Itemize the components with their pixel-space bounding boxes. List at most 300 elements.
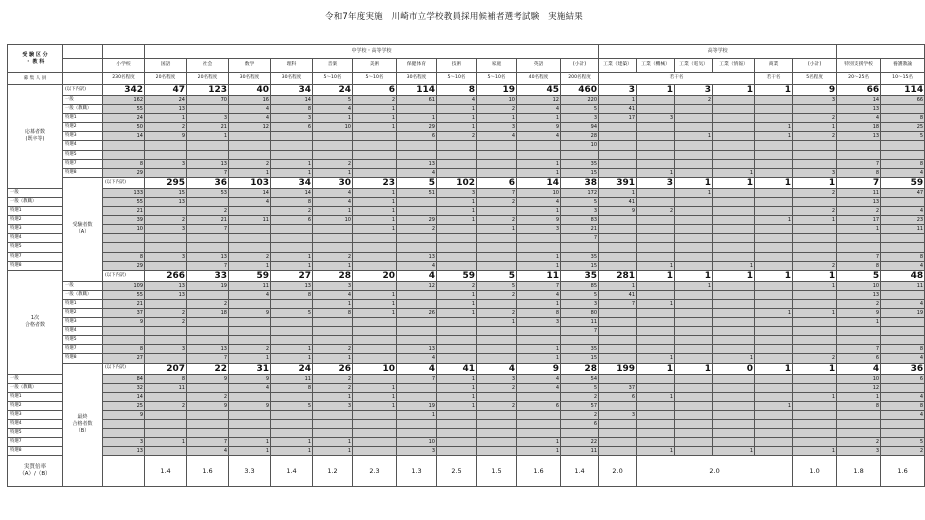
table-cell: 342	[103, 85, 145, 96]
table-cell	[437, 318, 477, 327]
table-cell: 28	[313, 270, 353, 281]
row-label: 一般（教職）	[63, 105, 103, 114]
table-cell	[229, 420, 271, 429]
table-cell	[145, 392, 187, 401]
table-cell	[517, 410, 561, 419]
table-cell: 8	[517, 308, 561, 317]
table-cell: 80	[561, 308, 599, 317]
table-cell	[599, 243, 637, 252]
table-cell: 1	[517, 299, 561, 308]
table-cell: 4	[881, 410, 925, 419]
table-cell	[145, 141, 187, 150]
section-label: 最終 合格者数 （B）	[63, 363, 103, 487]
row-label: (以下内訳)	[103, 363, 145, 374]
table-cell: 1	[437, 114, 477, 123]
table-cell: 1	[793, 281, 837, 290]
table-cell: 2	[837, 207, 881, 216]
table-cell	[477, 392, 517, 401]
table-cell	[675, 243, 713, 252]
column-header: 工業（建築）	[599, 59, 637, 73]
table-cell	[271, 225, 313, 234]
table-cell	[637, 308, 675, 317]
table-cell: 2	[477, 401, 517, 410]
table-cell	[637, 327, 675, 336]
column-header: 商業	[755, 59, 793, 73]
table-cell: 29	[397, 216, 437, 225]
ratio-value: 2.0	[637, 456, 793, 487]
table-cell	[397, 336, 437, 345]
table-cell: 47	[881, 188, 925, 197]
table-cell: 10	[837, 281, 881, 290]
row-label: 特選2	[63, 308, 103, 317]
table-cell	[397, 392, 437, 401]
table-cell: 11	[561, 447, 599, 456]
table-cell	[313, 150, 353, 159]
table-cell: 10	[477, 96, 517, 105]
table-cell	[561, 429, 599, 438]
table-cell	[477, 345, 517, 354]
table-cell: 1	[755, 132, 793, 141]
table-cell: 1	[353, 188, 397, 197]
plan-cell: 若干名	[755, 73, 793, 85]
table-cell: 7	[837, 345, 881, 354]
row-label: 特選7	[63, 159, 103, 168]
table-cell	[881, 243, 925, 252]
table-cell	[793, 336, 837, 345]
plan-cell: 5～10名	[437, 73, 477, 85]
table-cell	[675, 327, 713, 336]
table-cell	[637, 132, 675, 141]
table-cell	[599, 261, 637, 270]
table-cell	[145, 327, 187, 336]
plan-cell: 10～15名	[881, 73, 925, 85]
table-cell: 2	[313, 383, 353, 392]
table-cell: 9	[837, 308, 881, 317]
table-cell: 1	[793, 363, 837, 374]
table-cell	[675, 383, 713, 392]
table-cell	[599, 159, 637, 168]
table-cell	[477, 150, 517, 159]
table-cell: 1	[353, 207, 397, 216]
table-cell	[517, 420, 561, 429]
table-cell	[793, 327, 837, 336]
table-cell: 2	[229, 252, 271, 261]
row-label: 特選7	[8, 252, 63, 261]
table-cell	[313, 327, 353, 336]
table-cell	[713, 308, 755, 317]
row-label: 特選3	[63, 132, 103, 141]
table-cell: 2	[477, 197, 517, 206]
table-cell	[599, 374, 637, 383]
table-cell: 9	[517, 363, 561, 374]
table-cell	[145, 410, 187, 419]
table-cell	[599, 252, 637, 261]
row-label: 特選3	[8, 410, 63, 419]
table-cell: 4	[517, 132, 561, 141]
row-label: 一般（教職）	[8, 197, 63, 206]
table-cell: 33	[187, 270, 229, 281]
table-cell: 2	[477, 290, 517, 299]
table-cell	[561, 150, 599, 159]
ratio-value: 3.3	[229, 456, 271, 487]
table-cell: 7	[187, 438, 229, 447]
table-cell: 51	[397, 188, 437, 197]
table-cell: 8	[881, 401, 925, 410]
plan-cell: 5名程度	[793, 73, 837, 85]
row-label: 特選2	[63, 123, 103, 132]
table-cell	[713, 105, 755, 114]
plan-cell: 40名程度	[517, 73, 561, 85]
table-cell	[313, 132, 353, 141]
table-cell: 1	[271, 252, 313, 261]
table-cell	[353, 410, 397, 419]
table-cell	[437, 336, 477, 345]
table-cell: 199	[599, 363, 637, 374]
table-cell: 1	[313, 114, 353, 123]
table-cell	[437, 252, 477, 261]
table-cell	[353, 281, 397, 290]
table-cell: 20	[353, 270, 397, 281]
table-cell: 1	[477, 225, 517, 234]
table-cell	[397, 429, 437, 438]
table-cell	[229, 318, 271, 327]
table-cell: 1	[353, 392, 397, 401]
table-cell: 4	[187, 447, 229, 456]
table-cell: 5	[837, 270, 881, 281]
table-cell	[353, 159, 397, 168]
table-cell	[755, 243, 793, 252]
table-cell: 29	[103, 261, 145, 270]
table-cell	[477, 354, 517, 363]
table-cell: 13	[271, 281, 313, 290]
table-cell: 24	[313, 85, 353, 96]
table-cell	[837, 420, 881, 429]
table-cell: 1	[437, 383, 477, 392]
table-cell: 8	[271, 290, 313, 299]
table-cell: 266	[145, 270, 187, 281]
table-cell	[713, 410, 755, 419]
table-cell	[637, 318, 675, 327]
table-cell: 8	[837, 168, 881, 177]
row-label: 特選5	[63, 150, 103, 159]
table-cell	[793, 410, 837, 419]
plan-cell: 30名程度	[229, 73, 271, 85]
table-cell	[793, 105, 837, 114]
table-cell	[755, 392, 793, 401]
table-cell	[517, 429, 561, 438]
table-cell: 35	[561, 159, 599, 168]
table-cell: 8	[271, 197, 313, 206]
table-cell	[837, 429, 881, 438]
table-cell: 3	[837, 447, 881, 456]
table-cell: 220	[561, 96, 599, 105]
row-label: 特選4	[8, 420, 63, 429]
table-cell: 2	[229, 345, 271, 354]
table-cell: 1	[229, 354, 271, 363]
table-cell	[837, 141, 881, 150]
table-cell	[103, 420, 145, 429]
row-label: 特選4	[63, 141, 103, 150]
table-cell: 11	[145, 383, 187, 392]
table-cell	[713, 299, 755, 308]
ratio-value: 1.4	[561, 456, 599, 487]
section-label: 応募者数 (既卒等)	[8, 85, 63, 189]
table-cell: 1	[755, 177, 793, 188]
table-cell	[313, 243, 353, 252]
table-cell: 0	[713, 363, 755, 374]
table-cell: 7	[517, 281, 561, 290]
table-cell: 3	[637, 114, 675, 123]
table-cell: 11	[881, 281, 925, 290]
table-cell	[145, 447, 187, 456]
table-cell: 1	[837, 318, 881, 327]
plan-cell: 230名程度	[103, 73, 145, 85]
table-cell: 13	[187, 345, 229, 354]
table-cell: 1	[713, 177, 755, 188]
table-cell	[353, 168, 397, 177]
table-cell: 2	[187, 299, 229, 308]
plan-cell: 5～10名	[313, 73, 353, 85]
table-cell: 1	[599, 281, 637, 290]
table-cell: 1	[637, 363, 675, 374]
table-cell: 11	[517, 270, 561, 281]
table-cell	[793, 383, 837, 392]
table-cell: 1	[271, 438, 313, 447]
table-cell: 1	[229, 438, 271, 447]
table-cell: 1	[713, 270, 755, 281]
table-cell	[881, 318, 925, 327]
table-cell	[755, 438, 793, 447]
table-cell	[793, 374, 837, 383]
table-cell: 48	[881, 270, 925, 281]
table-cell: 8	[313, 308, 353, 317]
table-cell	[477, 159, 517, 168]
table-cell: 3	[675, 85, 713, 96]
table-cell	[353, 336, 397, 345]
table-cell: 4	[229, 105, 271, 114]
table-cell	[397, 290, 437, 299]
table-cell	[397, 141, 437, 150]
column-header: 国語	[145, 59, 187, 73]
table-cell	[437, 141, 477, 150]
table-cell: 3	[599, 85, 637, 96]
row-label: 一般	[8, 374, 63, 383]
table-cell	[477, 261, 517, 270]
table-cell: 2	[187, 207, 229, 216]
table-cell: 103	[229, 177, 271, 188]
table-cell: 3	[599, 410, 637, 419]
table-cell: 45	[517, 85, 561, 96]
table-cell: 18	[837, 123, 881, 132]
table-cell: 38	[561, 177, 599, 188]
table-cell: 24	[103, 114, 145, 123]
table-cell: 6	[561, 420, 599, 429]
table-cell: 9	[103, 410, 145, 419]
table-cell	[477, 429, 517, 438]
table-cell: 35	[561, 252, 599, 261]
table-cell	[793, 345, 837, 354]
table-cell: 10	[561, 141, 599, 150]
table-cell	[793, 252, 837, 261]
table-cell: 4	[229, 290, 271, 299]
row-label: (以下内訳)	[103, 177, 145, 188]
table-cell	[517, 141, 561, 150]
table-cell: 1	[793, 308, 837, 317]
table-cell	[713, 123, 755, 132]
table-cell	[353, 447, 397, 456]
table-cell	[353, 354, 397, 363]
table-cell	[397, 207, 437, 216]
table-cell	[675, 150, 713, 159]
table-cell	[713, 345, 755, 354]
table-cell	[793, 197, 837, 206]
table-cell: 3	[793, 96, 837, 105]
table-cell	[637, 123, 675, 132]
table-cell	[675, 197, 713, 206]
table-cell: 13	[145, 290, 187, 299]
table-cell: 7	[837, 177, 881, 188]
table-cell	[637, 96, 675, 105]
table-cell: 3	[145, 252, 187, 261]
section-label: 1次 合格者数	[8, 270, 63, 374]
table-cell: 21	[103, 207, 145, 216]
table-cell	[637, 234, 675, 243]
table-cell	[437, 327, 477, 336]
table-cell	[713, 290, 755, 299]
table-cell: 7	[187, 354, 229, 363]
table-cell	[145, 261, 187, 270]
table-cell: 1	[313, 168, 353, 177]
table-cell: 1	[517, 354, 561, 363]
table-cell: 66	[837, 85, 881, 96]
table-cell	[187, 383, 229, 392]
table-cell	[675, 299, 713, 308]
table-cell: 1	[313, 354, 353, 363]
table-cell: 8	[103, 252, 145, 261]
table-cell	[271, 327, 313, 336]
table-cell: 9	[187, 401, 229, 410]
column-header: 技術	[437, 59, 477, 73]
page-title: 令和7年度実施 川崎市立学校教員採用候補者選考試験 実施結果	[325, 12, 583, 22]
table-cell	[187, 105, 229, 114]
row-label: 特選1	[63, 114, 103, 123]
table-cell	[313, 336, 353, 345]
table-cell	[103, 234, 145, 243]
table-cell: 9	[599, 207, 637, 216]
table-cell: 133	[103, 188, 145, 197]
table-cell	[437, 234, 477, 243]
table-cell: 1	[755, 401, 793, 410]
column-header: 英語	[517, 59, 561, 73]
table-cell	[145, 150, 187, 159]
table-cell: 3	[561, 299, 599, 308]
table-cell	[755, 429, 793, 438]
table-cell	[793, 429, 837, 438]
table-cell: 1	[637, 354, 675, 363]
table-cell	[561, 336, 599, 345]
table-cell: 14	[103, 392, 145, 401]
group-header-jh: 中学校・高等学校	[145, 45, 599, 59]
table-cell	[313, 410, 353, 419]
table-cell: 2	[145, 216, 187, 225]
table-cell	[599, 401, 637, 410]
row-label: 特選5	[8, 429, 63, 438]
table-cell	[713, 438, 755, 447]
table-cell: 2	[145, 308, 187, 317]
table-cell	[599, 429, 637, 438]
row-label: 特選8	[63, 354, 103, 363]
table-cell	[517, 392, 561, 401]
table-cell	[755, 207, 793, 216]
table-cell	[353, 150, 397, 159]
table-cell: 10	[353, 363, 397, 374]
table-cell: 3	[313, 401, 353, 410]
table-cell: 1	[437, 392, 477, 401]
table-cell: 5	[313, 96, 353, 105]
row-label: 特選7	[63, 345, 103, 354]
table-cell: 1	[713, 261, 755, 270]
table-cell: 1	[793, 392, 837, 401]
table-cell	[755, 234, 793, 243]
table-cell: 1	[353, 308, 397, 317]
table-cell: 1	[793, 270, 837, 281]
table-cell	[881, 234, 925, 243]
table-cell: 31	[229, 363, 271, 374]
table-cell: 1	[313, 207, 353, 216]
table-cell	[477, 243, 517, 252]
table-cell	[599, 438, 637, 447]
row-label: 一般	[63, 281, 103, 290]
table-cell	[313, 234, 353, 243]
table-cell	[637, 105, 675, 114]
table-cell	[713, 318, 755, 327]
table-cell: 26	[397, 308, 437, 317]
table-cell	[675, 216, 713, 225]
table-cell: 7	[599, 299, 637, 308]
table-cell: 25	[881, 123, 925, 132]
table-cell	[837, 234, 881, 243]
row-label: 特選2	[8, 216, 63, 225]
table-cell: 1	[793, 123, 837, 132]
table-cell: 7	[187, 225, 229, 234]
table-cell	[793, 159, 837, 168]
table-cell: 1	[437, 374, 477, 383]
table-cell: 162	[103, 96, 145, 105]
table-cell: 11	[881, 225, 925, 234]
table-cell: 1	[755, 216, 793, 225]
table-cell: 7	[837, 159, 881, 168]
table-cell	[187, 318, 229, 327]
table-cell: 6	[599, 392, 637, 401]
table-cell: 1	[517, 438, 561, 447]
table-cell: 7	[187, 168, 229, 177]
table-cell: 1	[313, 299, 353, 308]
table-cell	[353, 327, 397, 336]
column-header: 家庭	[477, 59, 517, 73]
row-label: 特選3	[63, 318, 103, 327]
table-cell	[397, 318, 437, 327]
table-cell: 35	[561, 345, 599, 354]
table-cell	[103, 429, 145, 438]
table-cell: 9	[517, 216, 561, 225]
table-cell: 3	[313, 281, 353, 290]
table-cell: 17	[599, 114, 637, 123]
table-cell: 4	[437, 96, 477, 105]
table-cell	[713, 150, 755, 159]
table-cell	[229, 336, 271, 345]
table-cell: 37	[599, 383, 637, 392]
table-cell: 1	[675, 132, 713, 141]
